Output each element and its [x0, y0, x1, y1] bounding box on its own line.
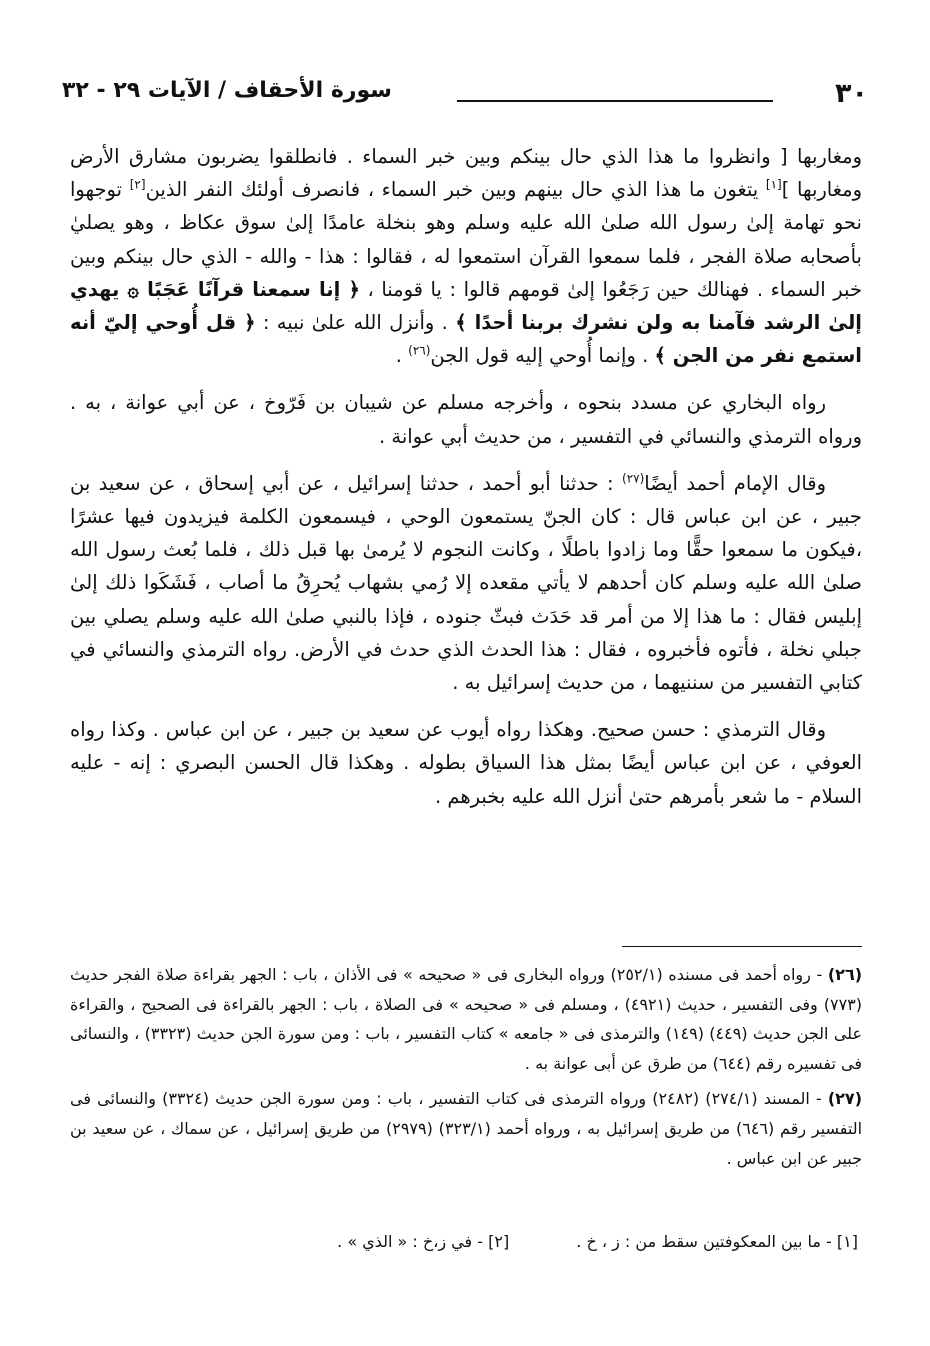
apparatus-note-2: [٢] - في ز،خ : « الذي » .	[337, 1232, 510, 1251]
text-run: . وأنزل الله علىٰ نبيه :	[255, 311, 456, 335]
paragraph-1	[70, 140, 862, 372]
apparatus-note-1: [١] - ما بين المعكوفتين سقط من : ز ، خ .	[576, 1232, 858, 1251]
footnote-rule	[622, 946, 862, 947]
text-run: : حدثنا أبو أحمد ، حدثنا إسرائيل ، عن أبي إسحاق ، عن سعيد بن جبير ، عن ابن عباس قال : كان الجنّ يستمعون الوحي ، فيسمعون الكلمة فيزيدون فيها عشرًا ،فيكون ما سمعوا حقًّا وما زادوا باطلًا ، وكانت النجوم لا يُرمىٰ بها قبل ذلك ، فلما بُعث رسول الله صلىٰ الله عليه وسلم كان أحدهم لا يأتي مقعده إلا رُمي بشهاب يُحرِقُ ما أصاب ، فَشَكَوا ذلك إلىٰ إبليس فقال : ما هذا إلا من أمر قد حَدَث فبثّ جنوده ، فإذا بالنبي صلىٰ الله عليه وسلم يصلي بين جبلي نخلة ، فأتوه فأخبروه ، فقال : هذا الحدث الذي حدث في الأرض. رواه الترمذي والنسائي في كتابي التفسير من سننيهما ، من حديث إسرائيل به .	[70, 471, 862, 695]
footnote-list	[70, 960, 862, 1179]
text-run: .	[395, 344, 409, 368]
footnote-number: (٢٦)	[827, 965, 863, 984]
page-header	[62, 78, 868, 122]
footnote-text: - رواه أحمد فى مسنده (٢٥٢/١) ورواه البخارى فى « صحيحه » فى الأذان ، باب : الجهر بقراءة صلاة الفجر حديث (٧٧٣) وفى التفسير ، حديث (٤٩٢١) ، ومسلم فى « صحيحه » فى الصلاة ، باب : الجهر بالقراءة فى الصحيح ، والقراءة على الجن حديث (٤٤٩) (١٤٩) والترمذى فى « جامعه » كتاب التفسير ، باب : ومن سورة الجن حديث (٣٣٢٣) ، والنسائى فى تفسيره رقم (٦٤٤) من طرق عن أبى عوانة به .	[70, 965, 862, 1073]
page-number: ٣٠	[835, 78, 868, 109]
text-run: . وإنما أُوحي إليه قول الجن	[430, 344, 655, 368]
paragraph-4: وقال الترمذي : حسن صحيح. وهكذا رواه أيوب عن سعيد بن جبير ، عن ابن عباس . وكذا رواه العوفي ، عن ابن عباس أيضًا بمثل هذا السياق بطوله . وهكذا قال الحسن البصري : إنه - عليه السلام - ما شعر بأمرهم حتىٰ أنزل الله عليه بخبرهم .	[70, 718, 862, 808]
paragraph-2: رواه البخاري عن مسدد بنحوه ، وأخرجه مسلم عن شيبان بن فَرّوخ ، عن أبي عوانة ، به . ورواه الترمذي والنسائي في التفسير ، من حديث أبي عوانة .	[70, 391, 862, 448]
apparatus-ref: [١]	[765, 177, 782, 192]
paragraph-3	[70, 467, 862, 699]
footnote-number: (٢٧)	[827, 1089, 862, 1109]
footnote-ref: (٢٧)	[622, 471, 645, 486]
quran-verse: ﴿ قل أُوحي إليّ أنه استمع نفر من الجن ﴾	[70, 311, 862, 368]
quran-verse: ﴿ إنا سمعنا قرآنًا عَجَبًا ۞ يهدي إلىٰ الرشد فآمنا به ولن نشرك بربنا أحدًا ﴾	[70, 277, 862, 335]
text-run: يتغون ما هذا الذي حال بينهم وبين خبر السماء ، فانصرف أولئك النفر الذين	[145, 178, 766, 202]
main-text	[70, 140, 862, 827]
text-run: ومغاربها [ وانظروا ما هذا الذي حال بينكم وبين خبر السماء . فانطلقوا يضربون مشارق الأرض ومغاربها ]	[70, 145, 862, 202]
running-title: سورة الأحقاف / الآيات ٢٩ - ٣٢	[62, 78, 392, 103]
text-run: توجهوا نحو تهامة إلىٰ رسول الله صلىٰ الله عليه وسلم وهو بنخلة عامدًا إلىٰ سوق عكاظ ، وهو يصليٰ بأصحابه صلاة الفجر ، فلما سمعوا القرآن استمعوا له ، فقالوا : هذا - والله - الذي حال بينكم وبين خبر السماء . فهنالك حين رَجَعُوا إلىٰ قومهم قالوا : يا قومنا ،	[70, 178, 862, 301]
text-run: وقال الإمام أحمد أيضًا	[644, 471, 826, 495]
footnote-text: - المسند (٢٧٤/١) (٢٤٨٢) ورواه الترمذى فى كتاب التفسير ، باب : ومن سورة الجن حديث (٣٣٢٤) والنسائى فى التفسير رقم (٦٤٦) من طريق إسرائيل به ، ورواه أحمد (٣٢٣/١) (٢٩٧٩) من طريق إسرائيل ، عن سماك ، عن سعيد بن جبير عن ابن عباس .	[70, 1089, 863, 1168]
footnote-26	[70, 960, 862, 1078]
header-rule	[457, 100, 773, 102]
critical-apparatus	[190, 1228, 858, 1256]
footnote-27	[70, 1084, 862, 1173]
apparatus-ref: [٢]	[129, 177, 146, 192]
footnote-ref: (٢٦)	[408, 343, 431, 358]
